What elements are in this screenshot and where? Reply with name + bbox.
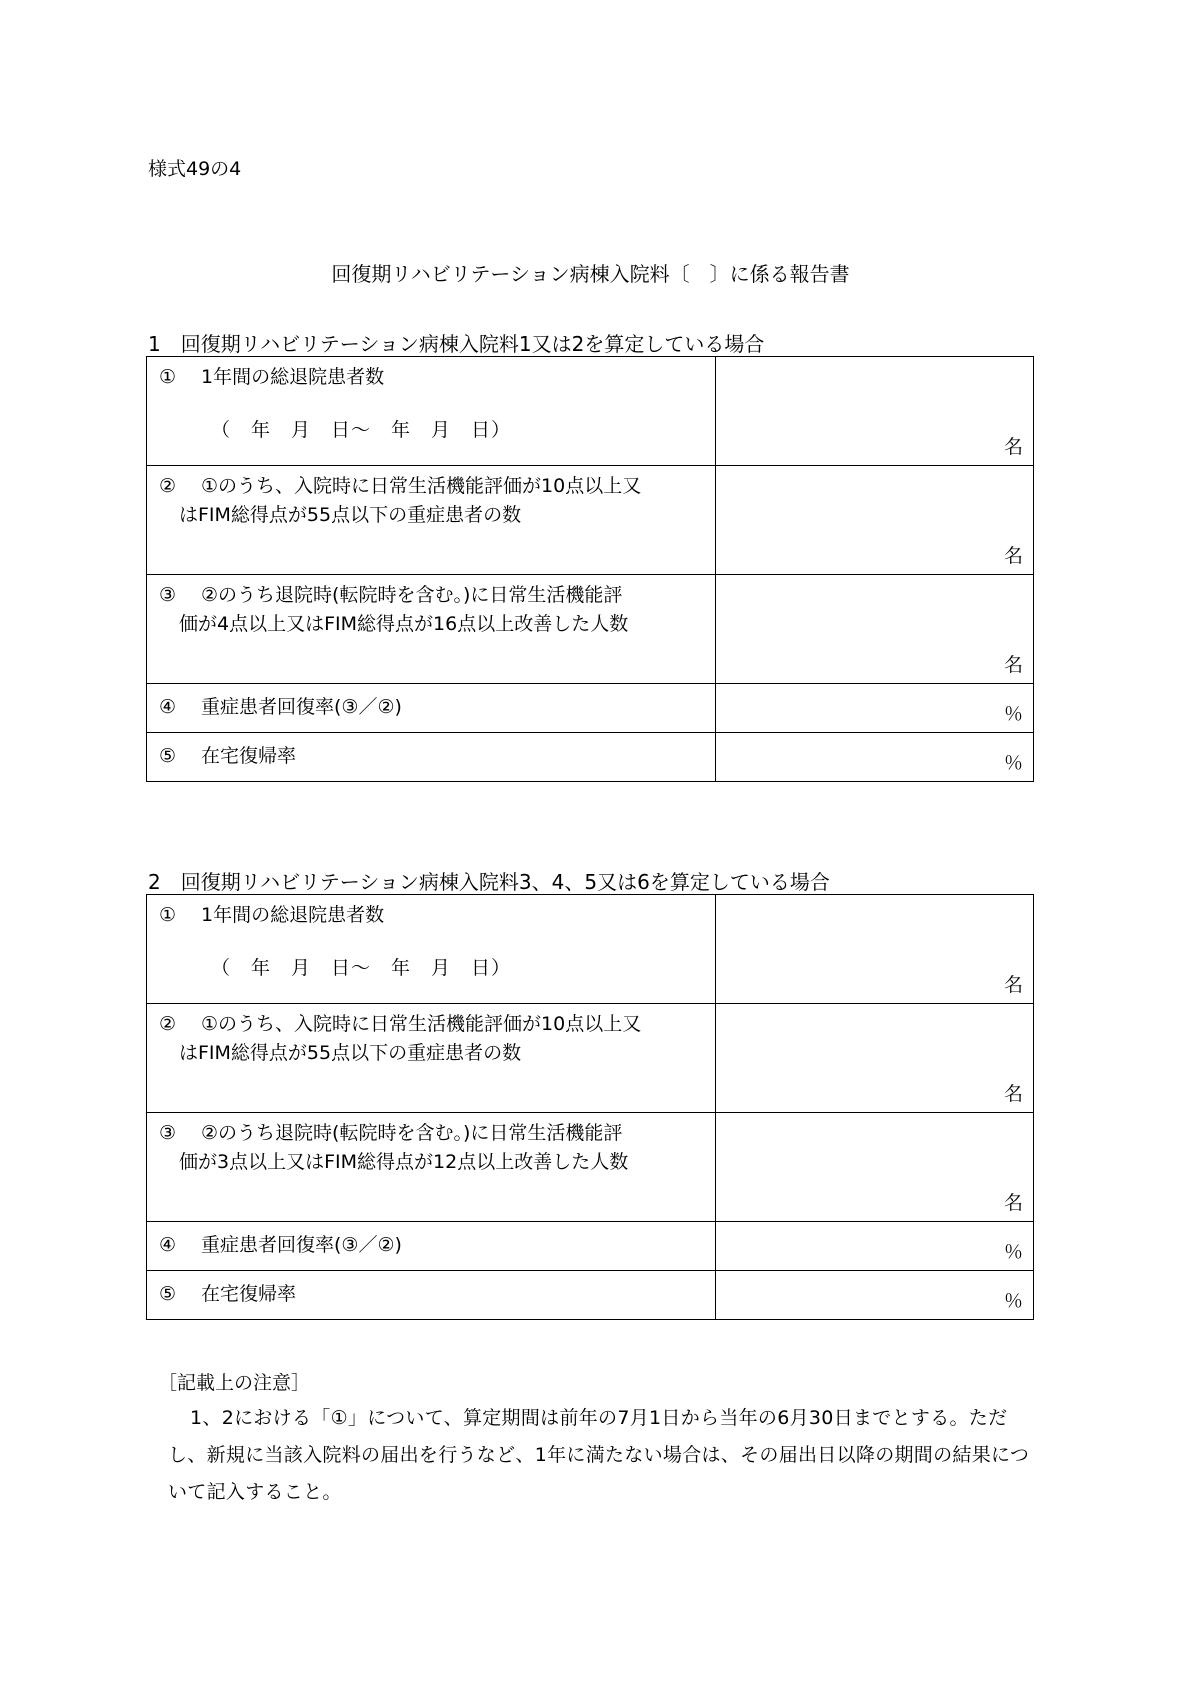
table-row [147, 1004, 1034, 1113]
value-cell[interactable] [716, 733, 1034, 782]
item-label: ①のうち、入院時に日常生活機能評価が10点以上又 [201, 1013, 642, 1035]
unit-label: 名 [1003, 436, 1023, 458]
item-cell [147, 1271, 716, 1320]
value-cell[interactable] [716, 466, 1034, 575]
item-label: 重症患者回復率(③／②) [201, 1234, 402, 1256]
item-number: ① [159, 904, 177, 926]
item-cell [147, 466, 716, 575]
item-label: 1年間の総退院患者数 [201, 904, 385, 926]
item-label: 在宅復帰率 [201, 1283, 297, 1305]
unit-label: 名 [1003, 1083, 1023, 1105]
period-field[interactable]: （ 年 月 日～ 年 月 日） [211, 419, 512, 441]
item-label: 在宅復帰率 [201, 745, 297, 767]
item-number: ① [159, 366, 177, 388]
value-cell[interactable] [716, 1113, 1034, 1222]
period-field[interactable]: （ 年 月 日～ 年 月 日） [211, 957, 512, 979]
item-number: ⑤ [159, 745, 177, 767]
unit-label: ％ [1003, 1290, 1023, 1312]
notes-body: 1、2における「①」について、算定期間は前年の7月1日から当年の6月30日までとする。ただし、新規に当該入院料の届出を行うなど、1年に満たない場合は、その届出日以降の期間の結果について記入すること。 [168, 1407, 1030, 1503]
section-1-table [146, 356, 1034, 782]
value-cell[interactable] [716, 1271, 1034, 1320]
item-label: 1年間の総退院患者数 [201, 366, 385, 388]
value-cell[interactable] [716, 895, 1034, 1004]
value-cell[interactable] [716, 1004, 1034, 1113]
item-label-continuation: はFIM総得点が55点以下の重症患者の数 [179, 1042, 522, 1064]
item-number: ③ [159, 584, 177, 606]
table-row [147, 575, 1034, 684]
document-title: 回復期リハビリテーション病棟入院料〔 〕に係る報告書 [331, 262, 850, 286]
unit-label: 名 [1003, 974, 1023, 996]
value-cell[interactable] [716, 1222, 1034, 1271]
item-label-continuation: はFIM総得点が55点以下の重症患者の数 [179, 504, 522, 526]
item-label-continuation: 価が4点以上又はFIM総得点が16点以上改善した人数 [179, 613, 629, 635]
section-2-table [146, 894, 1034, 1320]
item-number: ④ [159, 1234, 177, 1256]
table-row [147, 466, 1034, 575]
item-cell [147, 357, 716, 466]
item-number: ② [159, 1013, 177, 1035]
section-2-heading: 2 回復期リハビリテーション病棟入院料3、4、5又は6を算定している場合 [148, 870, 830, 894]
item-cell [147, 895, 716, 1004]
table-row [147, 684, 1034, 733]
table-row [147, 733, 1034, 782]
item-cell [147, 575, 716, 684]
table-row [147, 357, 1034, 466]
item-label: ②のうち退院時(転院時を含む。)に日常生活機能評 [201, 584, 623, 606]
item-cell [147, 733, 716, 782]
item-cell [147, 684, 716, 733]
value-cell[interactable] [716, 357, 1034, 466]
table-row [147, 1271, 1034, 1320]
item-number: ④ [159, 696, 177, 718]
item-number: ⑤ [159, 1283, 177, 1305]
form-number: 様式49の4 [148, 158, 242, 180]
unit-label: ％ [1003, 703, 1023, 725]
item-cell [147, 1222, 716, 1271]
item-label: 重症患者回復率(③／②) [201, 696, 402, 718]
section-1-heading: 1 回復期リハビリテーション病棟入院料1又は2を算定している場合 [148, 332, 765, 356]
value-cell[interactable] [716, 684, 1034, 733]
table-row [147, 1222, 1034, 1271]
value-cell[interactable] [716, 575, 1034, 684]
item-number: ③ [159, 1122, 177, 1144]
item-label: ①のうち、入院時に日常生活機能評価が10点以上又 [201, 475, 642, 497]
item-label: ②のうち退院時(転院時を含む。)に日常生活機能評 [201, 1122, 623, 1144]
unit-label: 名 [1003, 545, 1023, 567]
item-cell [147, 1004, 716, 1113]
item-cell [147, 1113, 716, 1222]
unit-label: 名 [1003, 654, 1023, 676]
unit-label: 名 [1003, 1192, 1023, 1214]
unit-label: ％ [1003, 1241, 1023, 1263]
item-number: ② [159, 475, 177, 497]
table-row [147, 895, 1034, 1004]
unit-label: ％ [1003, 752, 1023, 774]
table-row [147, 1113, 1034, 1222]
notes-heading: ［記載上の注意］ [158, 1372, 311, 1394]
item-label-continuation: 価が3点以上又はFIM総得点が12点以上改善した人数 [179, 1151, 629, 1173]
